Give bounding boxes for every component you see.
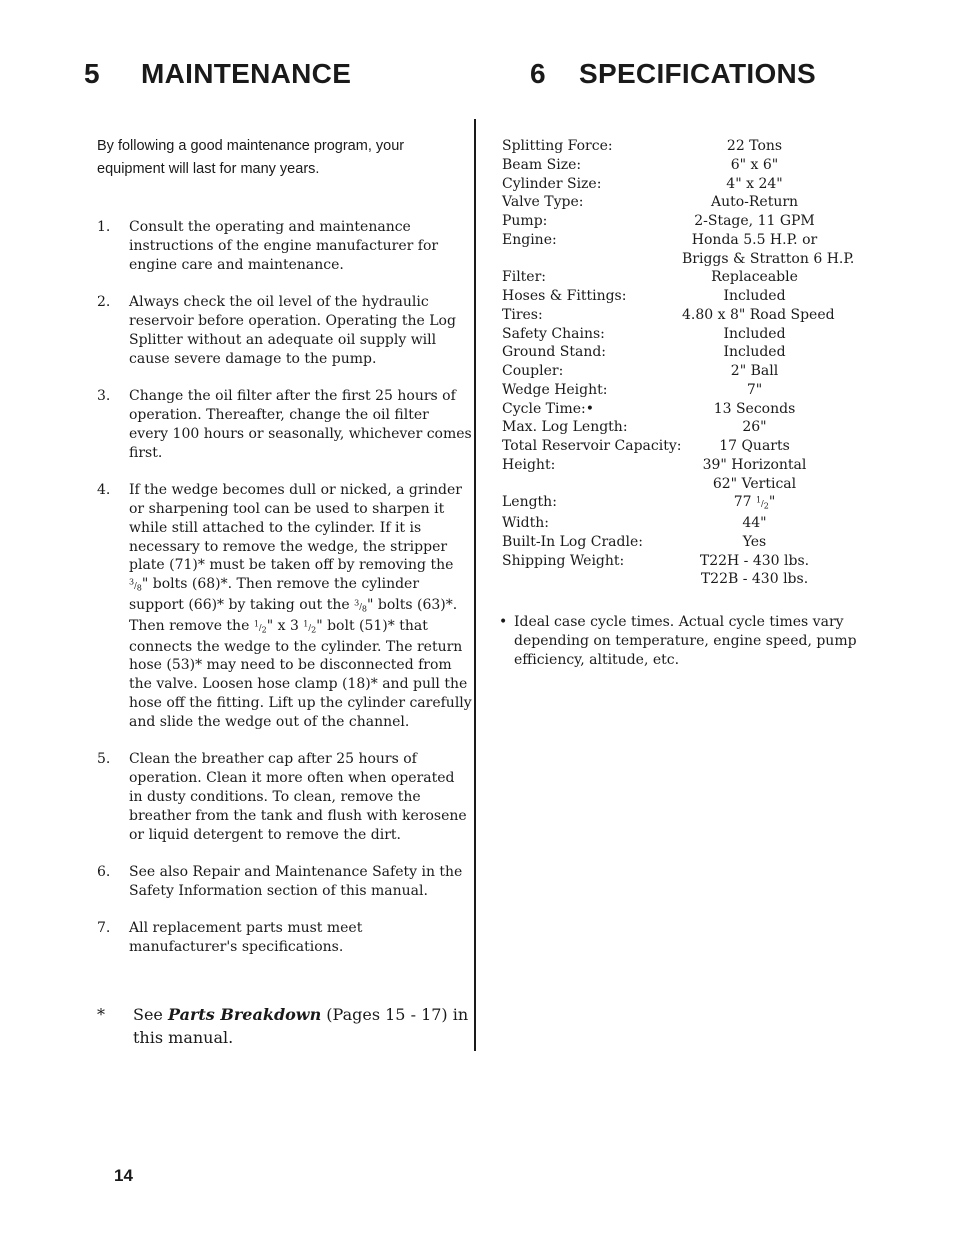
spec-label: Coupler: — [502, 363, 564, 379]
fraction-numerator: 3 — [129, 577, 135, 587]
table-row — [502, 268, 862, 287]
spec-label: Cycle Time:• — [502, 400, 595, 417]
step-text: See also Repair and Maintenance Safety in the Safety Information section of this manual. — [129, 864, 463, 899]
fraction-numerator: 3 — [354, 598, 360, 608]
table-row — [502, 437, 862, 456]
spec-label: Engine: — [502, 231, 557, 248]
spec-label — [502, 250, 682, 269]
list-item — [97, 218, 472, 274]
step-text: Clean the breather cap after 25 hours of operation. Clean it more often when operated in dusty conditions. To clean, remove the breather from the tank and flush with kerosene or liquid detergent to remove the dirt. — [129, 751, 467, 843]
spec-value: Included — [723, 344, 786, 361]
spec-label — [502, 570, 682, 589]
spec-value: 4.80 x 8" Road Speed — [682, 306, 835, 323]
table-row — [502, 400, 862, 419]
maintenance-heading — [84, 58, 351, 90]
spec-value: Included — [723, 288, 786, 304]
spec-value: 17 Quarts — [719, 438, 790, 454]
step-text-part: " x 3 — [266, 617, 304, 634]
spec-value: Honda 5.5 H.P. or — [691, 231, 818, 248]
step-number: 5. — [97, 751, 111, 768]
cycle-time-note-text: Ideal case cycle times. Actual cycle times vary depending on temperature, engine speed, pump efficiency, altitude, etc. — [514, 614, 857, 668]
spec-value: T22H - 430 lbs. — [699, 552, 810, 569]
step-number: 6. — [97, 864, 111, 881]
spec-value: Auto-Return — [710, 194, 799, 211]
table-row — [502, 287, 862, 306]
list-item — [97, 750, 472, 844]
spec-label: Pump: — [502, 213, 548, 229]
spec-value: 2-Stage, 11 GPM — [694, 213, 815, 229]
fraction: $^1/_2$ — [755, 495, 769, 511]
spec-value: 26" — [742, 419, 767, 436]
table-row — [502, 456, 862, 475]
footnote-post: (Pages 15 - 17) in this manual. — [133, 1005, 469, 1047]
table-row — [502, 193, 862, 212]
page-number: 14 — [114, 1166, 133, 1185]
spec-label: Beam Size: — [502, 156, 582, 173]
spec-label: Total Reservoir Capacity: — [502, 438, 682, 454]
spec-value: 2" Ball — [730, 363, 779, 379]
spec-value: Replaceable — [711, 269, 798, 286]
spec-value: Yes — [742, 533, 767, 550]
table-row — [502, 475, 862, 494]
step-text: Always check the oil level of the hydraulic reservoir before operation. Operating the Log Splitter without an adequate oil supply will cause severe damage to the pump. — [129, 294, 456, 367]
table-row — [502, 493, 862, 514]
spec-label: Hoses & Fittings: — [502, 288, 627, 304]
spec-value: Briggs & Stratton 6 H.P. — [682, 250, 855, 267]
maintenance-steps-list — [97, 218, 472, 976]
specifications-section-number: 6 — [530, 58, 546, 89]
spec-value: 62" Vertical — [712, 475, 797, 492]
list-item — [97, 293, 472, 368]
step-text: All replacement parts must meet manufacturer's specifications. — [129, 920, 363, 956]
spec-value: 22 Tons — [726, 138, 783, 154]
fraction: $^3/_8$ — [129, 577, 142, 593]
table-row — [502, 381, 862, 400]
spec-label: Cylinder Size: — [502, 175, 602, 192]
table-row — [502, 570, 862, 589]
bullet-icon: • — [499, 614, 508, 630]
spec-label: Height: — [502, 456, 556, 473]
table-row — [502, 343, 862, 362]
table-row — [502, 250, 862, 269]
parts-breakdown-reference: Parts Breakdown — [167, 1005, 322, 1024]
spec-label: Splitting Force: — [502, 138, 613, 154]
specifications-table — [502, 137, 862, 589]
maintenance-section-number: 5 — [84, 58, 100, 89]
table-row — [502, 212, 862, 231]
specifications-heading — [530, 58, 816, 90]
spec-label: Filter: — [502, 269, 546, 286]
footnote-pre: See — [133, 1005, 168, 1024]
spec-label: Built-In Log Cradle: — [502, 533, 643, 550]
fraction: $^1/_2$ — [303, 619, 317, 635]
step-text-part: " bolt (51)* that connects the wedge to the cylinder. The return hose (53)* may need to be disconnected from the valve. Loosen hose clamp (18)* and pull the hose off the fitting. Lift up the cylinder carefully and slide the wedge out of the channel. — [129, 617, 472, 730]
list-item — [97, 481, 472, 731]
fraction-denominator: 2 — [763, 501, 769, 511]
spec-value-part: 77 — [733, 494, 756, 511]
step-text-part: " bolts (68)*. Then remove the cylinder support (66)* by taking out the — [129, 576, 420, 613]
list-item — [97, 387, 472, 462]
column-divider — [474, 119, 476, 1051]
maintenance-intro: By following a good maintenance program, your equipment will last for many years. — [97, 138, 405, 177]
spec-value: Included — [723, 325, 786, 342]
table-row — [502, 156, 862, 175]
step-text-part: If the wedge becomes dull or nicked, a grinder or sharpening tool can be used to sharpen it while still attached to the cylinder. If it is necessary to remove the wedge, the stripper plate (71)* must be taken off by removing the — [129, 482, 462, 574]
spec-label: Max. Log Length: — [502, 419, 628, 436]
fraction-numerator: 1 — [253, 619, 259, 629]
step-text: Consult the operating and maintenance instructions of the engine manufacturer for engine care and maintenance. — [129, 219, 439, 273]
cycle-time-note — [499, 613, 869, 670]
step-number: 4. — [97, 482, 111, 499]
step-text-part: " bolts (63)*. Then remove the — [129, 596, 458, 634]
list-item — [97, 863, 472, 901]
spec-value: 39" Horizontal — [702, 456, 807, 473]
step-number: 7. — [97, 920, 111, 937]
spec-label: Ground Stand: — [502, 344, 607, 361]
spec-value: 7" — [746, 381, 763, 398]
spec-value: T22B - 430 lbs. — [700, 571, 809, 588]
step-number: 3. — [97, 388, 111, 405]
fraction-numerator: 1 — [755, 495, 762, 505]
spec-label: Valve Type: — [502, 194, 584, 211]
table-row — [502, 552, 862, 571]
table-row — [502, 362, 862, 381]
spec-label: Shipping Weight: — [502, 552, 625, 569]
spec-value: 13 Seconds — [713, 400, 796, 417]
spec-value-part: " — [768, 494, 776, 511]
table-row — [502, 306, 862, 325]
spec-value — [682, 493, 827, 514]
step-text: Change the oil filter after the first 25 hours of operation. Thereafter, change the oil filter every 100 hours or seasonally, whichever comes first. — [129, 388, 472, 461]
table-row — [502, 175, 862, 194]
spec-label: Length: — [502, 494, 557, 511]
fraction-numerator: 1 — [303, 619, 309, 629]
table-row — [502, 514, 862, 533]
spec-value: 4" x 24" — [726, 175, 783, 192]
footnote-asterisk: * — [97, 1005, 105, 1024]
table-row — [502, 533, 862, 552]
table-row — [502, 137, 862, 156]
parts-breakdown-footnote — [97, 1003, 477, 1049]
spec-label — [502, 475, 682, 494]
step-number: 2. — [97, 294, 111, 311]
step-text — [129, 481, 472, 731]
fraction-denominator: 8 — [136, 583, 142, 593]
fraction-denominator: 2 — [261, 625, 267, 635]
fraction-denominator: 2 — [311, 625, 317, 635]
table-row — [502, 231, 862, 250]
maintenance-title: MAINTENANCE — [141, 58, 352, 89]
spec-label: Wedge Height: — [502, 381, 608, 398]
step-number: 1. — [97, 219, 111, 235]
spec-label: Tires: — [502, 306, 543, 323]
list-item — [97, 919, 472, 957]
table-row — [502, 418, 862, 437]
footnote-text — [97, 1003, 477, 1049]
fraction-denominator: 8 — [361, 604, 367, 614]
table-row — [502, 325, 862, 344]
fraction: $^3/_8$ — [354, 598, 367, 614]
spec-value: 6" x 6" — [730, 156, 779, 173]
spec-label: Safety Chains: — [502, 325, 605, 342]
spec-value: 44" — [742, 515, 767, 531]
specifications-title: SPECIFICATIONS — [579, 58, 817, 89]
spec-label: Width: — [502, 515, 549, 531]
fraction: $^1/_2$ — [253, 619, 267, 635]
